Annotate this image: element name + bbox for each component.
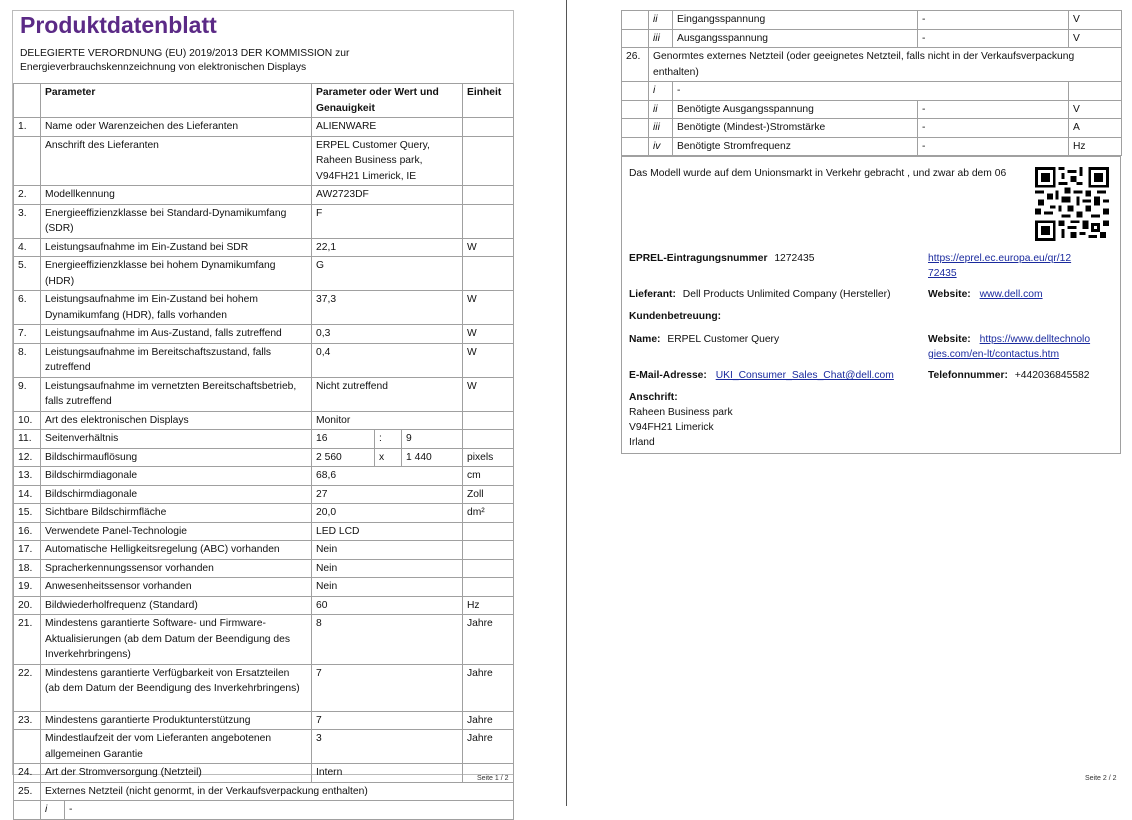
row-label: - [65,801,514,820]
row-unit: W [463,325,514,344]
supplier-value: Dell Products Unlimited Company (Hersteller) [682,289,891,300]
row-value: 0,3 [312,325,463,344]
row-number: 8. [14,343,41,377]
row-number: 2. [14,186,41,205]
row-label: Energieeffizienzklasse bei Standard-Dynamikumfang (SDR) [41,204,312,238]
row-label: Bildschirmdiagonale [41,467,312,486]
row-label: Bildschirmdiagonale [41,485,312,504]
row-number: 11. [14,430,41,449]
table-row [14,615,514,665]
row-label: Name oder Warenzeichen des Lieferanten [41,118,312,137]
row-value: Monitor [312,411,463,430]
row-unit: V [1069,100,1122,119]
table-row [622,29,1122,48]
row-number: 12. [14,448,41,467]
table-row [622,48,1122,82]
row-unit: Jahre [463,730,514,764]
row-value: ERPEL Customer Query, Raheen Business park, V94FH21 Limerick, IE [312,136,463,186]
row-unit [463,118,514,137]
table-row [622,11,1122,30]
table-row [14,377,514,411]
row-number: 21. [14,615,41,665]
row-number: 24. [14,764,41,783]
support-website-link-1[interactable]: https://www.delltechnolo [979,334,1091,345]
row-label: Art des elektronischen Displays [41,411,312,430]
row-number: 9. [14,377,41,411]
row-label: Benötigte (Mindest-)Stromstärke [673,119,918,138]
row-value: 3 [312,730,463,764]
row-label: Leistungsaufnahme im Bereitschaftszustand, falls zutreffend [41,343,312,377]
row-value: - [918,29,1069,48]
row-unit: dm² [463,504,514,523]
row-label: Leistungsaufnahme im vernetzten Bereitschaftsbetrieb, falls zutreffend [41,377,312,411]
regulation-subtitle: DELEGIERTE VERORDNUNG (EU) 2019/2013 DER KOMMISSION zur Energieverbrauchskennzeichnung von elektronischen Displays [20,48,350,73]
row-label: Anschrift des Lieferanten [41,136,312,186]
row-number: 18. [14,559,41,578]
table-row [622,119,1122,138]
row-label: Anwesenheitssensor vorhanden [41,578,312,597]
row-label: Sichtbare Bildschirmfläche [41,504,312,523]
email-link[interactable]: UKI_Consumer_Sales_Chat@dell.com [715,370,894,381]
header-parameter: Parameter [41,84,312,118]
row-value: 7 [312,664,463,711]
row-label: Leistungsaufnahme im Aus-Zustand, falls zutreffend [41,325,312,344]
support-website-label: Website: [928,334,971,345]
row-value: - [918,100,1069,119]
row-number: 25. [14,782,41,801]
table-row [14,664,514,711]
row-unit: W [463,343,514,377]
row-number: 6. [14,291,41,325]
row-label: Art der Stromversorgung (Netzteil) [41,764,312,783]
row-number: 5. [14,257,41,291]
supplier-website-link[interactable]: www.dell.com [979,289,1043,300]
row-unit: pixels [463,448,514,467]
table-row [14,448,514,467]
row-unit: Zoll [463,485,514,504]
address-line-2: V94FH21 Limerick [629,422,714,433]
row-label: Spracherkennungssensor vorhanden [41,559,312,578]
table-row [14,238,514,257]
row-number: 20. [14,596,41,615]
table-row [14,522,514,541]
table-row [14,343,514,377]
table-row [14,136,514,186]
table-row [14,801,514,820]
table-row [14,764,514,783]
row-value: Nein [312,578,463,597]
resolution-separator: x [375,448,402,467]
table-row [14,596,514,615]
eprel-link-line-2[interactable]: 72435 [928,268,957,279]
supplier-website-label: Website: [928,289,971,300]
row-label: Genormtes externes Netzteil (oder geeignetes Netzteil, falls nicht in der Verkaufsverpackung enthalten) [649,48,1122,82]
row-number: 14. [14,485,41,504]
table-row [14,541,514,560]
row-unit: Jahre [463,711,514,730]
eprel-number: 1272435 [774,253,815,264]
sub-index: ii [649,11,673,30]
table-header-row [14,84,514,118]
address-line-1: Raheen Business park [629,407,733,418]
table-row [14,257,514,291]
row-value: 0,4 [312,343,463,377]
table-row [14,430,514,449]
table-row [14,782,514,801]
eprel-number-label: EPREL-Eintragungsnummer [629,253,768,264]
row-number: 22. [14,664,41,711]
row-value: F [312,204,463,238]
sub-index: ii [649,100,673,119]
row-label: Modellkennung [41,186,312,205]
row-number: 15. [14,504,41,523]
customer-support-label: Kundenbetreuung: [629,311,722,322]
support-website-link-2[interactable]: gies.com/en-lt/contactus.htm [928,349,1060,360]
row-value: G [312,257,463,291]
row-unit: W [463,377,514,411]
table-row [14,186,514,205]
row-label: Bildwiederholfrequenz (Standard) [41,596,312,615]
email-label: E-Mail-Adresse: [629,370,707,381]
header-unit: Einheit [463,84,514,118]
table-row [14,485,514,504]
supplier-label: Lieferant: [629,289,676,300]
row-number: 26. [622,48,649,82]
table-row [14,204,514,238]
table-row [622,100,1122,119]
row-label: Seitenverhältnis [41,430,312,449]
row-number: 23. [14,711,41,730]
table-row [14,730,514,764]
row-unit: Jahre [463,615,514,665]
sub-index: iii [649,119,673,138]
row-number: 4. [14,238,41,257]
row-value: 20,0 [312,504,463,523]
row-value: Nein [312,541,463,560]
sub-index: iv [649,137,673,156]
aspect-height: 9 [402,430,463,449]
row-number: 10. [14,411,41,430]
aspect-width: 16 [312,430,375,449]
row-unit: Hz [1069,137,1122,156]
row-unit: W [463,291,514,325]
row-unit: W [463,238,514,257]
sub-index: iii [649,29,673,48]
row-number: 3. [14,204,41,238]
row-label: Eingangsspannung [673,11,918,30]
row-label: Mindestens garantierte Software- und Firmware-Aktualisierungen (ab dem Datum der Beendigung des Inverkehrbringens) [41,615,312,665]
row-value: 7 [312,711,463,730]
page-2-footer: Seite 2 / 2 [1085,775,1117,782]
row-unit: Jahre [463,664,514,711]
row-unit: V [1069,29,1122,48]
table-row [14,711,514,730]
row-number: 17. [14,541,41,560]
row-value: Nicht zutreffend [312,377,463,411]
row-label: Leistungsaufnahme im Ein-Zustand bei hohem Dynamikumfang (HDR), falls vorhanden [41,291,312,325]
row-label: Energieeffizienzklasse bei hohem Dynamikumfang (HDR) [41,257,312,291]
product-data-table [13,83,514,820]
table-row [14,118,514,137]
page-1-footer: Seite 1 / 2 [477,775,509,782]
page-divider [566,0,567,806]
document-title: Produktdatenblatt [20,12,217,38]
row-value: ALIENWARE [312,118,463,137]
qr-code-icon [1035,167,1109,241]
sub-index: i [41,801,65,820]
row-number: 13. [14,467,41,486]
row-label: Leistungsaufnahme im Ein-Zustand bei SDR [41,238,312,257]
row-label: Externes Netzteil (nicht genormt, in der Verkaufsverpackung enthalten) [41,782,514,801]
table-row [14,291,514,325]
row-value: 37,3 [312,291,463,325]
row-unit: cm [463,467,514,486]
table-row [14,325,514,344]
row-value: Nein [312,559,463,578]
row-unit: V [1069,11,1122,30]
row-label: Mindestlaufzeit der vom Lieferanten angebotenen allgemeinen Garantie [41,730,312,764]
row-label: Ausgangsspannung [673,29,918,48]
resolution-width: 2 560 [312,448,375,467]
address-line-3: Irland [629,437,655,448]
row-value: 22,1 [312,238,463,257]
row-value: 68,6 [312,467,463,486]
row-unit: A [1069,119,1122,138]
row-value: AW2723DF [312,186,463,205]
row-value: - [918,119,1069,138]
table-row [14,467,514,486]
eprel-link-line-1[interactable]: https://eprel.ec.europa.eu/qr/12 [928,253,1072,264]
row-value: - [918,11,1069,30]
row-number: 7. [14,325,41,344]
row-label: Mindestens garantierte Verfügbarkeit von Ersatzteilen (ab dem Datum der Beendigung des Inverkehrbringens) [41,664,312,711]
row-label: Mindestens garantierte Produktunterstützung [41,711,312,730]
resolution-height: 1 440 [402,448,463,467]
row-number: 19. [14,578,41,597]
aspect-separator: : [375,430,402,449]
row-value: 27 [312,485,463,504]
row-value: 60 [312,596,463,615]
support-name-label: Name: [629,334,661,345]
power-supply-table [621,10,1122,156]
row-number: 16. [14,522,41,541]
row-unit: Hz [463,596,514,615]
table-row [14,559,514,578]
table-row [14,578,514,597]
phone-label: Telefonnummer: [928,370,1008,381]
table-row [14,504,514,523]
sub-index: i [649,82,673,101]
row-label: Verwendete Panel-Technologie [41,522,312,541]
row-value: Intern [312,764,463,783]
table-row [14,411,514,430]
market-date-text: Das Modell wurde auf dem Unionsmarkt in Verkehr gebracht , und zwar ab dem 06 [629,168,1007,179]
header-value: Parameter oder Wert und Genauigkeit [312,84,463,118]
row-label: - [673,82,1069,101]
table-row [622,137,1122,156]
row-value: LED LCD [312,522,463,541]
row-value: 8 [312,615,463,665]
row-label: Bildschirmauflösung [41,448,312,467]
row-label: Automatische Helligkeitsregelung (ABC) vorhanden [41,541,312,560]
row-label: Benötigte Stromfrequenz [673,137,918,156]
address-label: Anschrift: [629,392,678,403]
phone-value: +442036845582 [1014,370,1090,381]
table-row [622,82,1122,101]
row-label: Benötigte Ausgangsspannung [673,100,918,119]
support-name-value: ERPEL Customer Query [667,334,780,345]
row-number: 1. [14,118,41,137]
row-value: - [918,137,1069,156]
